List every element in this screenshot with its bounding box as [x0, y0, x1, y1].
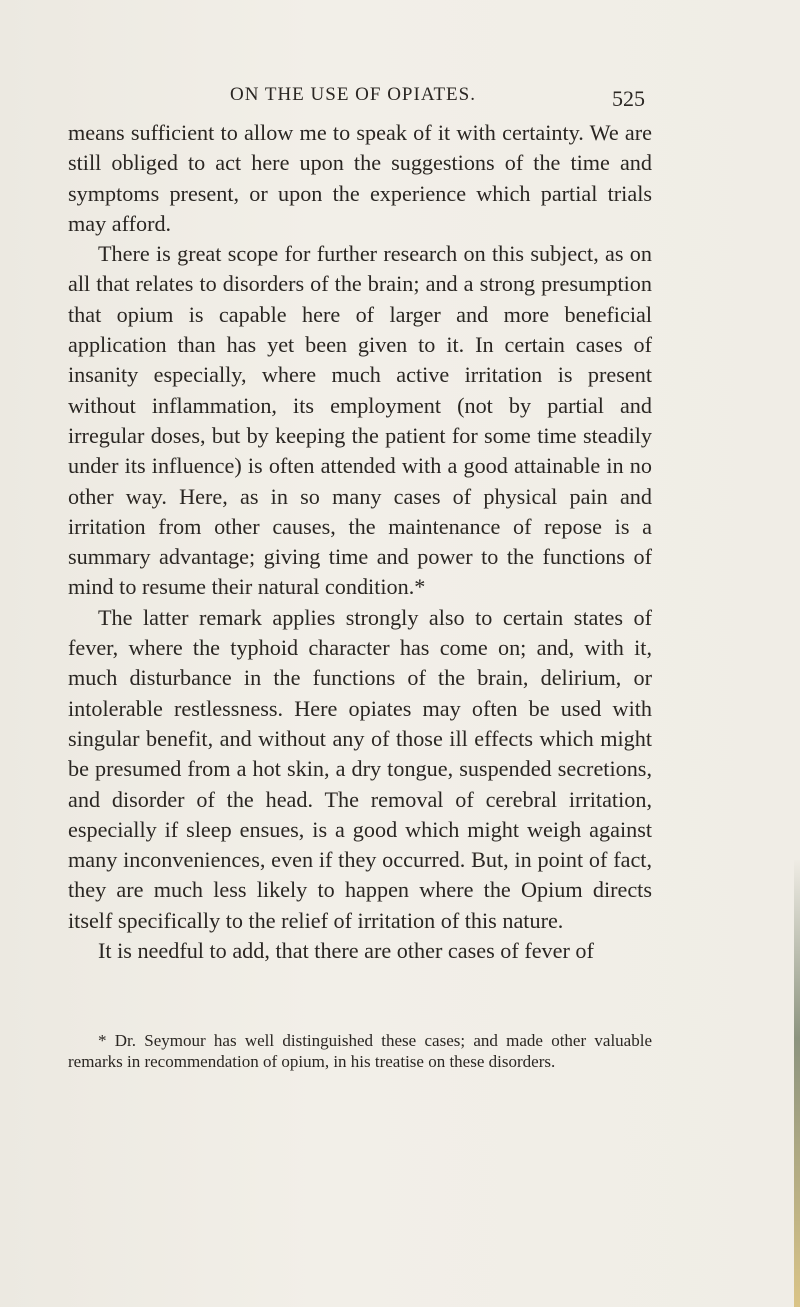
paragraph: There is great scope for further research on this subject, as on all that relates to disorders of the brain; and a strong presumption that opium is capable here of larger and more beneficial application than has yet been given to it. In certain cases of insanity especially, where much active irritation is present without inflammation, its employment (not by partial and irregular doses, but by keeping the patient for some time steadily under its influence) is often attended with a good attainable in no other way. Here, as in so many cases of physical pain and irritation from other causes, the maintenance of repose is a summary advantage; giving time and power to the functions of mind to resume their natural condition.* — [68, 241, 652, 600]
footnote: * Dr. Seymour has well distinguished these cases; and made other valuable remarks in recommendation of opium, in his treatise on these disorders. — [68, 1031, 652, 1071]
running-head: ON THE USE OF OPIATES. — [230, 84, 476, 105]
paragraph-continued: means sufficient to allow me to speak of it with certainty. We are still obliged to act here upon the suggestions of the time and symptoms present, or upon the experience which partial trials may afford. — [68, 120, 652, 236]
page-number: 525 — [612, 86, 645, 111]
body-text — [68, 118, 652, 966]
paragraph: The latter remark applies strongly also to certain states of fever, where the typhoid character has come on; and, with it, much disturbance in the functions of the brain, delirium, or intolerable restlessness. Here opiates may often be used with singular benefit, and without any of those ill effects which might be presumed from a hot skin, a dry tongue, suspended secretions, and disorder of the head. The removal of cerebral irritation, especially if sleep ensues, is a good which might weigh against many inconveniences, even if they occurred. But, in point of fact, they are much less likely to happen where the Opium directs itself specifically to the relief of irritation of this nature. — [68, 604, 652, 933]
paragraph: It is needful to add, that there are other cases of fever of — [98, 938, 594, 964]
page-edge — [794, 860, 800, 1307]
